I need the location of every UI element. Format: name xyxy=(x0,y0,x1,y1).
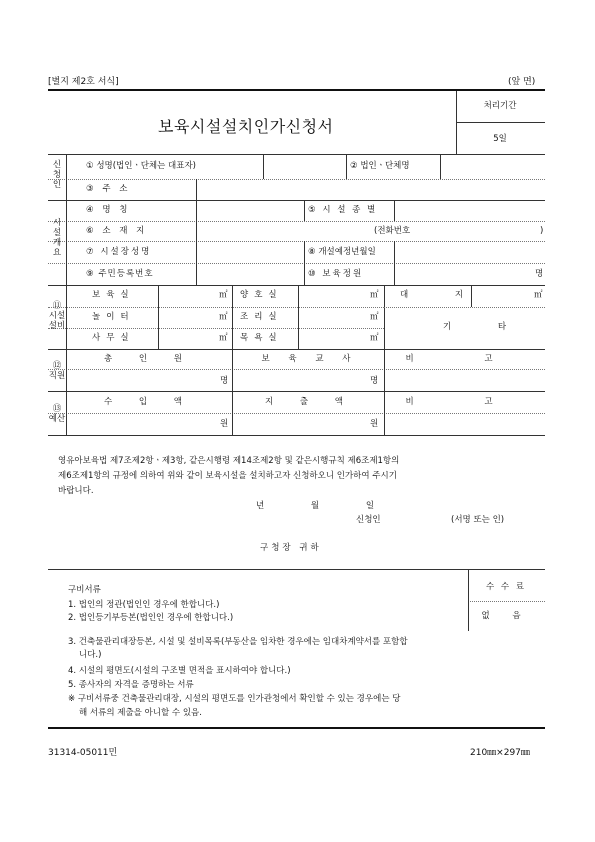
processing-value: 5일 xyxy=(493,134,507,144)
budget-income-unit: 원 xyxy=(220,419,229,429)
section-applicant: 신 청 인 xyxy=(52,160,62,190)
equip-nursery-room: 보육실 xyxy=(92,290,135,300)
equip-office: 사무실 xyxy=(92,333,135,343)
statement-line-1: 영유아보육법 제7조제2항ㆍ제3항, 같은시행령 제14조제2항 및 같은시행규칙 제6조제1항의 xyxy=(58,456,400,466)
facility-name-label: ④ 명 칭 xyxy=(86,205,131,215)
section-equipment: ⑪ 시설 설비 xyxy=(48,301,66,331)
form-frame xyxy=(48,89,545,729)
statement-line-2: 제6조제1항의 규정에 의하여 위와 같이 보육시설을 설치하고자 신청하오니 인가하여 주시기 xyxy=(58,471,397,481)
equip-unit: ㎡ xyxy=(370,312,379,322)
document-item: 니다.) xyxy=(79,650,102,660)
equip-unit: ㎡ xyxy=(219,312,228,322)
name-label: ① 성명(법인ㆍ단체는 대표자) xyxy=(86,161,196,171)
open-date-label: ⑧ 개설예정년월일 xyxy=(308,247,376,257)
equip-unit: ㎡ xyxy=(219,290,228,300)
staff-total-header: 총 인 원 xyxy=(103,354,195,364)
equip-land: 대 지 xyxy=(400,290,486,300)
document-item: 4. 시설의 평면도(시설의 구조별 면적을 표시하여야 합니다.) xyxy=(68,666,291,676)
document-item: 3. 건축물관리대장등본, 시설 및 설비목록(부동산을 임차한 경우에는 임대차계약서를 포함합 xyxy=(68,637,408,647)
section-staff: ⑫ 직원 xyxy=(48,361,66,381)
document-item: 해 서류의 제출을 아니할 수 있음. xyxy=(79,708,202,718)
phone-close: ) xyxy=(540,226,544,236)
budget-expense-header: 지 출 액 xyxy=(264,397,356,407)
form-code: 31314-05011민 xyxy=(48,748,118,758)
capacity-unit: 명 xyxy=(535,269,544,279)
document-item: 5. 종사자의 자격을 증명하는 서류 xyxy=(68,680,194,690)
corp-name-label: ② 법인ㆍ단체명 xyxy=(350,161,410,171)
form-number: [별지 제2호 서식] xyxy=(48,77,119,87)
location-label: ⑥ 소 재 지 xyxy=(86,226,148,236)
equip-unit: ㎡ xyxy=(370,290,379,300)
section-facility: 시 설 개 요 xyxy=(52,218,62,258)
paper-size: 210㎜×297㎜ xyxy=(470,748,530,758)
fee-label: 수 수 료 xyxy=(485,582,527,592)
capacity-label: ⑩ 보육정원 xyxy=(308,269,364,279)
statement-sign: (서명 또는 인) xyxy=(451,515,505,525)
statement-line-3: 바랍니다. xyxy=(58,486,94,496)
address-label: ③ 주 소 xyxy=(86,184,131,194)
document-item: 2. 법인등기부등본(법인인 경우에 한합니다.) xyxy=(68,613,234,623)
processing-label: 처리기간 xyxy=(483,101,517,111)
equip-nursing-room: 양호실 xyxy=(240,290,283,300)
staff-total-unit: 명 xyxy=(220,376,229,386)
documents-title: 구비서류 xyxy=(68,585,101,595)
staff-teacher-unit: 명 xyxy=(370,376,379,386)
rrn-label: ⑨ 주민등록번호 xyxy=(86,269,154,279)
page-side: (앞 면) xyxy=(508,77,536,87)
document-item: ※ 구비서류중 건축물관리대장, 시설의 평면도를 인가관청에서 확인할 수 있는 경우에는 당 xyxy=(68,694,401,704)
budget-income-header: 수 입 액 xyxy=(103,397,195,407)
facility-type-label: ⑤ 시 설 종 별 xyxy=(308,205,378,215)
phone-label: (전화번호 xyxy=(374,226,411,236)
fee-value: 없 음 xyxy=(481,611,531,621)
equip-unit: ㎡ xyxy=(534,290,543,300)
budget-expense-unit: 원 xyxy=(370,419,379,429)
budget-note-header: 비 고 xyxy=(405,397,527,407)
staff-teacher-header: 보 육 교 사 xyxy=(261,354,359,364)
equip-unit: ㎡ xyxy=(370,333,379,343)
equip-kitchen: 조리실 xyxy=(240,312,283,322)
head-name-label: ⑦ 시설장성명 xyxy=(86,247,152,257)
section-budget: ⑬ 예산 xyxy=(48,404,66,424)
document-item: 1. 법인의 정관(법인인 경우에 한합니다.) xyxy=(68,600,220,610)
statement-applicant: 신청인 xyxy=(356,515,381,525)
statement-recipient: 구청장 귀하 xyxy=(260,543,322,553)
staff-note-header: 비 고 xyxy=(405,354,527,364)
equip-playground: 놀이터 xyxy=(92,312,135,322)
equip-bathroom: 목욕실 xyxy=(240,333,283,343)
equip-other: 기 타 xyxy=(443,322,529,332)
statement-date: 년 월 일 xyxy=(256,501,397,511)
equip-unit: ㎡ xyxy=(219,333,228,343)
form-title: 보육시설설치인가신청서 xyxy=(158,117,334,136)
